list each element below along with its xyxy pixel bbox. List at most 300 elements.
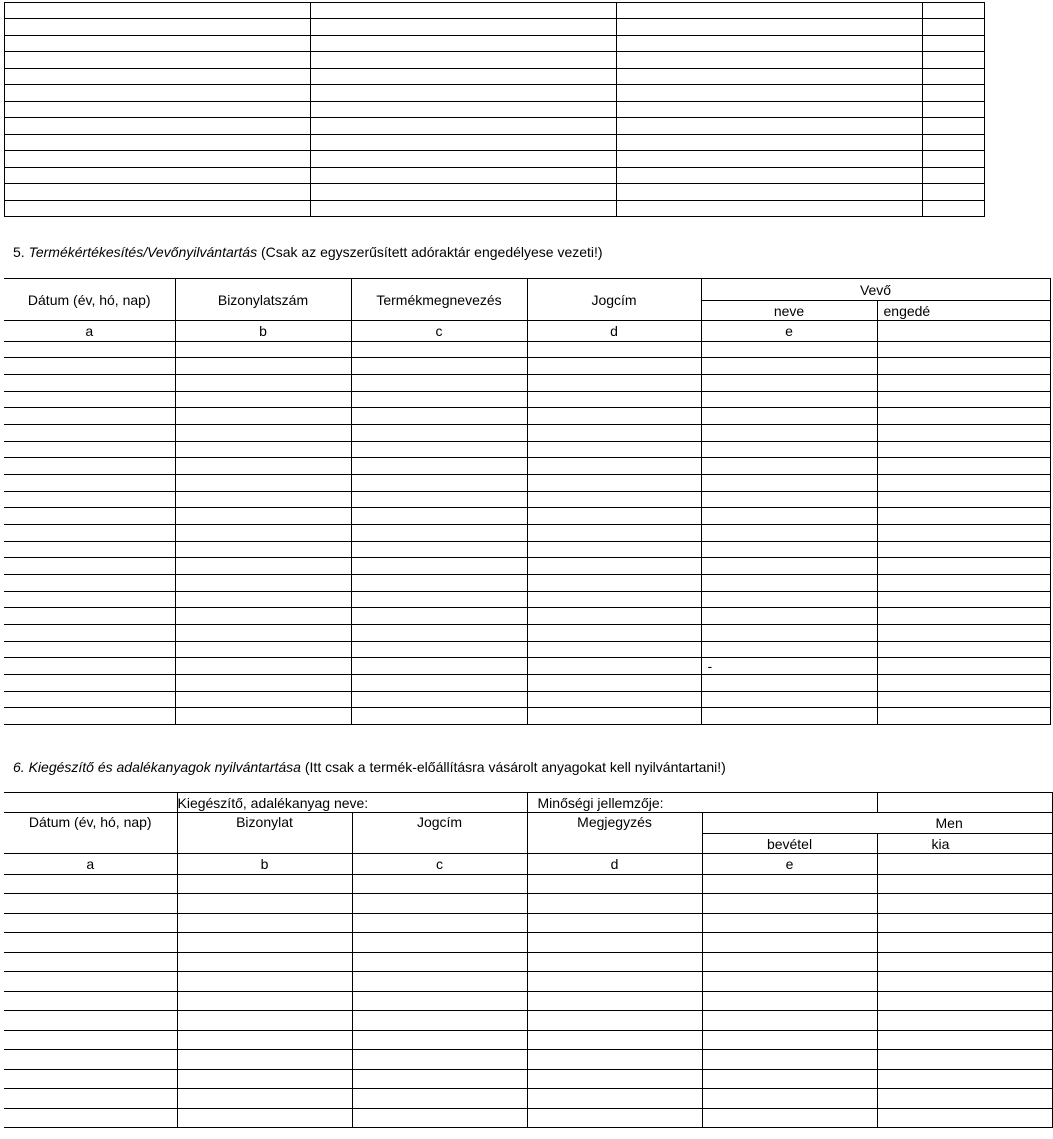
header-jogcim: Jogcím (527, 279, 701, 321)
table-row (4, 875, 1052, 894)
table-cell[interactable] (877, 875, 1052, 894)
table-row (5, 69, 985, 85)
table-cell[interactable] (351, 608, 527, 625)
table-cell[interactable] (175, 342, 351, 358)
table-cell[interactable] (527, 425, 701, 442)
table-cell[interactable] (527, 1089, 702, 1109)
section-6-title-italic: Kiegészítő és adalékanyagok nyilvántartása (28, 759, 301, 775)
table-cell[interactable] (877, 1089, 1052, 1109)
table-cell[interactable] (177, 933, 352, 953)
table-cell[interactable] (175, 625, 351, 642)
table-cell[interactable] (351, 642, 527, 658)
table-cell[interactable] (877, 625, 1050, 642)
table-cell[interactable] (877, 525, 1050, 542)
table-cell[interactable] (877, 1109, 1052, 1128)
table-cell[interactable] (701, 408, 877, 425)
table-cell[interactable] (311, 36, 617, 52)
table-cell[interactable] (4, 592, 175, 608)
table-cell[interactable] (4, 914, 177, 933)
table-cell[interactable] (352, 1011, 527, 1031)
table-cell[interactable] (4, 608, 175, 625)
table-cell[interactable] (177, 972, 352, 992)
table-row (4, 492, 1050, 508)
table-cell[interactable] (4, 1031, 177, 1050)
table-cell[interactable] (527, 1070, 702, 1089)
table-cell[interactable] (175, 658, 351, 675)
table-cell[interactable] (527, 1109, 702, 1128)
table-cell[interactable] (351, 458, 527, 475)
table-cell[interactable] (4, 625, 175, 642)
table-cell[interactable] (5, 118, 311, 135)
table-cell[interactable] (527, 1031, 702, 1050)
table-cell[interactable] (5, 36, 311, 52)
table-cell[interactable] (4, 642, 175, 658)
table-cell[interactable] (175, 692, 351, 708)
table-cell[interactable] (311, 85, 617, 102)
table-cell[interactable] (877, 1050, 1052, 1070)
table-cell[interactable] (617, 19, 923, 36)
table-cell[interactable] (701, 575, 877, 592)
table-cell[interactable] (311, 69, 617, 85)
table-cell[interactable] (527, 642, 701, 658)
table-cell[interactable] (877, 358, 1050, 375)
table-cell[interactable] (701, 492, 877, 508)
table-cell[interactable] (527, 894, 702, 914)
table-cell[interactable] (311, 201, 617, 217)
table-cell[interactable] (527, 1011, 702, 1031)
table-cell[interactable] (352, 933, 527, 953)
table-cell[interactable] (175, 375, 351, 392)
table-cell[interactable] (4, 492, 175, 508)
table-cell[interactable] (311, 118, 617, 135)
table-cell[interactable] (351, 442, 527, 458)
table-row (4, 1070, 1052, 1089)
table-cell[interactable] (527, 875, 702, 894)
table-cell[interactable] (701, 625, 877, 642)
table-cell[interactable] (4, 442, 175, 458)
table-cell[interactable] (877, 658, 1050, 675)
table-cell[interactable] (175, 458, 351, 475)
table-cell[interactable] (352, 914, 527, 933)
table-cell[interactable] (4, 1050, 177, 1070)
table-cell[interactable] (527, 458, 701, 475)
table-cell[interactable] (877, 972, 1052, 992)
header-megjegyzes: Megjegyzés (527, 813, 702, 854)
table-cell[interactable] (877, 575, 1050, 592)
table-cell[interactable] (4, 992, 177, 1011)
table-cell[interactable] (4, 425, 175, 442)
table-cell[interactable] (177, 875, 352, 894)
vevo-nyilvantartas-table (4, 278, 1051, 725)
header-vevo-neve: neve (701, 301, 877, 321)
table-cell[interactable] (351, 575, 527, 592)
table-cell[interactable] (175, 558, 351, 575)
table-cell[interactable] (617, 151, 923, 168)
table-cell[interactable] (5, 102, 311, 118)
table-row (4, 1109, 1052, 1128)
table-cell[interactable] (527, 992, 702, 1011)
table-cell[interactable] (4, 1011, 177, 1031)
table-cell[interactable] (617, 135, 923, 151)
table-cell[interactable] (877, 914, 1052, 933)
table-cell[interactable] (352, 875, 527, 894)
table-cell[interactable] (877, 692, 1050, 708)
table-cell[interactable] (923, 102, 985, 118)
table-cell[interactable] (877, 392, 1050, 408)
table-cell[interactable] (527, 675, 701, 692)
table-cell[interactable] (4, 1070, 177, 1089)
table-cell[interactable] (175, 358, 351, 375)
table-row (4, 1031, 1052, 1050)
table-cell[interactable] (4, 953, 177, 972)
table-cell[interactable] (923, 69, 985, 85)
table-cell[interactable] (4, 972, 177, 992)
table-cell[interactable] (175, 392, 351, 408)
letter6-c: c (352, 854, 527, 875)
table-cell[interactable] (175, 508, 351, 525)
table-cell[interactable] (527, 575, 701, 592)
table-cell[interactable] (617, 85, 923, 102)
table-cell[interactable] (4, 408, 175, 425)
table-cell[interactable] (617, 184, 923, 201)
table-cell[interactable] (923, 168, 985, 184)
table-cell[interactable] (352, 1031, 527, 1050)
table-cell[interactable] (877, 542, 1050, 558)
table-cell[interactable] (175, 475, 351, 492)
table-cell[interactable] (617, 36, 923, 52)
table-cell[interactable] (701, 692, 877, 708)
table-cell[interactable] (701, 425, 877, 442)
table-cell[interactable] (311, 19, 617, 36)
table-cell[interactable] (702, 953, 877, 972)
table-cell[interactable] (177, 1050, 352, 1070)
section-5-title (13, 244, 603, 260)
table-cell[interactable] (527, 525, 701, 542)
letter6-b: b (177, 854, 352, 875)
section-6-title (13, 759, 726, 775)
table-row (4, 608, 1050, 625)
table-cell[interactable] (527, 358, 701, 375)
table-cell[interactable] (4, 358, 175, 375)
table-row (4, 442, 1050, 458)
table-cell[interactable] (877, 708, 1050, 725)
table-cell[interactable] (701, 592, 877, 608)
table-cell[interactable] (701, 475, 877, 492)
table-cell[interactable] (877, 442, 1050, 458)
section-6-title-rest: (Itt csak a termék-előállításra vásárolt anyagokat kell nyilvántartani!) (300, 759, 726, 775)
table-cell[interactable] (5, 201, 311, 217)
table-cell[interactable] (702, 1050, 877, 1070)
table-cell[interactable] (701, 642, 877, 658)
table-row (4, 408, 1050, 425)
table-cell[interactable] (4, 542, 175, 558)
table-cell[interactable] (923, 151, 985, 168)
table-cell[interactable] (702, 894, 877, 914)
table-cell[interactable] (351, 675, 527, 692)
table-cell[interactable] (351, 492, 527, 508)
table-cell[interactable] (617, 69, 923, 85)
table-cell[interactable] (701, 525, 877, 542)
table-cell[interactable] (4, 375, 175, 392)
table-cell[interactable] (4, 658, 175, 675)
table-cell[interactable] (4, 894, 177, 914)
table-row (5, 52, 985, 69)
table-cell[interactable] (351, 508, 527, 525)
table-cell[interactable] (351, 475, 527, 492)
table-cell[interactable] (923, 201, 985, 217)
table-cell[interactable] (351, 425, 527, 442)
table-cell[interactable] (175, 442, 351, 458)
table-cell[interactable] (5, 69, 311, 85)
table-cell[interactable] (877, 1031, 1052, 1050)
table-cell[interactable] (5, 19, 311, 36)
table-cell[interactable] (351, 692, 527, 708)
table-cell[interactable] (701, 442, 877, 458)
table-cell[interactable] (877, 408, 1050, 425)
table-cell[interactable] (5, 168, 311, 184)
table-cell[interactable] (352, 1050, 527, 1070)
table-cell[interactable] (877, 953, 1052, 972)
table-cell[interactable] (311, 168, 617, 184)
table-cell[interactable] (351, 558, 527, 575)
table-cell[interactable] (177, 1070, 352, 1089)
table-cell[interactable] (351, 392, 527, 408)
table-cell[interactable] (877, 458, 1050, 475)
table-cell[interactable] (177, 1109, 352, 1128)
top-continuation-table (4, 2, 985, 217)
table-cell[interactable] (701, 675, 877, 692)
table-cell[interactable] (4, 508, 175, 525)
table-row (4, 508, 1050, 525)
table-cell[interactable] (877, 992, 1052, 1011)
table-cell[interactable] (702, 1089, 877, 1109)
table-row (5, 102, 985, 118)
table-cell[interactable] (527, 492, 701, 508)
table-cell[interactable] (177, 1011, 352, 1031)
table-cell[interactable] (4, 575, 175, 592)
table-cell[interactable] (702, 972, 877, 992)
table-cell[interactable] (4, 875, 177, 894)
table-cell[interactable] (527, 442, 701, 458)
table-cell[interactable] (701, 342, 877, 358)
table-cell[interactable] (177, 1031, 352, 1050)
table-cell[interactable] (351, 542, 527, 558)
table-cell[interactable] (352, 894, 527, 914)
table-cell[interactable] (4, 708, 175, 725)
table-cell[interactable] (923, 36, 985, 52)
table-cell[interactable] (4, 392, 175, 408)
table-cell[interactable] (701, 542, 877, 558)
table-cell[interactable] (701, 608, 877, 625)
table-cell[interactable] (175, 608, 351, 625)
table-cell[interactable] (352, 1089, 527, 1109)
table-cell[interactable] (175, 425, 351, 442)
table-cell[interactable] (4, 558, 175, 575)
table-cell[interactable] (702, 1011, 877, 1031)
table-cell[interactable] (175, 642, 351, 658)
table-cell[interactable] (923, 19, 985, 36)
table-cell[interactable] (351, 358, 527, 375)
table-cell[interactable] (527, 972, 702, 992)
table-cell[interactable] (175, 408, 351, 425)
table-cell[interactable] (527, 475, 701, 492)
table-cell[interactable] (175, 675, 351, 692)
table-cell[interactable] (4, 475, 175, 492)
table-cell[interactable] (175, 542, 351, 558)
table-cell[interactable] (352, 972, 527, 992)
table-cell[interactable] (702, 1070, 877, 1089)
table-cell[interactable] (4, 1109, 177, 1128)
table-cell[interactable] (4, 342, 175, 358)
table-cell[interactable] (877, 425, 1050, 442)
table-cell[interactable] (527, 1050, 702, 1070)
table-cell[interactable] (527, 953, 702, 972)
table-cell[interactable] (352, 953, 527, 972)
table-cell[interactable] (702, 1031, 877, 1050)
table-cell[interactable] (617, 52, 923, 69)
table-cell[interactable] (5, 151, 311, 168)
table-cell[interactable] (527, 542, 701, 558)
table-cell[interactable] (351, 525, 527, 542)
table-cell[interactable] (527, 692, 701, 708)
table-cell[interactable] (177, 914, 352, 933)
table-cell[interactable] (311, 135, 617, 151)
table-cell[interactable] (351, 592, 527, 608)
table-cell[interactable] (4, 458, 175, 475)
table-cell[interactable] (702, 875, 877, 894)
table-cell[interactable] (527, 592, 701, 608)
table-cell[interactable] (175, 708, 351, 725)
table-cell[interactable] (4, 1089, 177, 1109)
table-cell[interactable] (527, 392, 701, 408)
table-cell[interactable] (701, 358, 877, 375)
table-cell[interactable] (175, 592, 351, 608)
table-cell[interactable] (877, 642, 1050, 658)
table-cell[interactable] (923, 184, 985, 201)
table-cell[interactable] (527, 375, 701, 392)
table-cell[interactable] (527, 625, 701, 642)
table-cell[interactable] (877, 558, 1050, 575)
table-cell[interactable] (527, 508, 701, 525)
table-cell[interactable] (877, 608, 1050, 625)
table-cell[interactable] (702, 992, 877, 1011)
table-cell[interactable] (877, 342, 1050, 358)
dash-cell[interactable]: - (701, 658, 877, 675)
table-cell[interactable] (311, 3, 617, 19)
table-cell[interactable] (527, 408, 701, 425)
table-cell[interactable] (4, 525, 175, 542)
table-cell[interactable] (4, 933, 177, 953)
table-cell[interactable] (177, 992, 352, 1011)
table-cell[interactable] (311, 102, 617, 118)
table-cell[interactable] (177, 1089, 352, 1109)
header-minosegi: Minőségi jellemzője: (527, 793, 877, 813)
table-cell[interactable] (617, 102, 923, 118)
table-cell[interactable] (5, 3, 311, 19)
table-cell[interactable] (351, 708, 527, 725)
table-cell[interactable] (701, 392, 877, 408)
table-cell[interactable] (701, 375, 877, 392)
table-cell[interactable] (701, 508, 877, 525)
table-row (5, 3, 985, 19)
table-cell[interactable] (175, 525, 351, 542)
table-cell[interactable] (175, 492, 351, 508)
table-cell[interactable] (877, 508, 1050, 525)
table-cell[interactable] (352, 992, 527, 1011)
table-cell[interactable] (527, 558, 701, 575)
table-cell[interactable] (877, 592, 1050, 608)
table-cell[interactable] (175, 575, 351, 592)
table-cell[interactable] (877, 1011, 1052, 1031)
table-cell[interactable] (877, 894, 1052, 914)
letter-empty (877, 321, 1050, 342)
letter-a: a (4, 321, 175, 342)
table-cell[interactable] (311, 184, 617, 201)
table-cell[interactable] (352, 1070, 527, 1089)
table-cell[interactable] (702, 914, 877, 933)
table-cell[interactable] (5, 52, 311, 69)
table-cell[interactable] (877, 375, 1050, 392)
table-cell[interactable] (617, 118, 923, 135)
table-cell[interactable] (177, 953, 352, 972)
table-cell[interactable] (352, 1109, 527, 1128)
table-cell[interactable] (351, 375, 527, 392)
table-cell[interactable] (527, 933, 702, 953)
table-cell[interactable] (702, 933, 877, 953)
table-row (4, 592, 1050, 608)
table-cell[interactable] (351, 342, 527, 358)
table-cell[interactable] (311, 151, 617, 168)
table-cell[interactable] (4, 675, 175, 692)
header-bizonylatszam: Bizonylatszám (175, 279, 351, 321)
table-cell[interactable] (311, 52, 617, 69)
table-cell[interactable] (527, 342, 701, 358)
table-cell[interactable] (177, 894, 352, 914)
table-cell[interactable] (5, 135, 311, 151)
table-cell[interactable] (923, 118, 985, 135)
table-cell[interactable] (923, 135, 985, 151)
table-cell[interactable] (877, 475, 1050, 492)
table-cell[interactable] (617, 168, 923, 184)
table-cell[interactable] (923, 85, 985, 102)
table-cell[interactable] (877, 675, 1050, 692)
table-cell[interactable] (527, 658, 701, 675)
table-cell[interactable] (5, 184, 311, 201)
table-row (4, 1050, 1052, 1070)
table-cell[interactable] (701, 458, 877, 475)
table-cell[interactable] (351, 658, 527, 675)
table-cell[interactable] (877, 1070, 1052, 1089)
table-row (4, 1011, 1052, 1031)
table-cell[interactable] (351, 625, 527, 642)
table-cell[interactable] (877, 492, 1050, 508)
table-cell[interactable] (701, 558, 877, 575)
letter6-a: a (4, 854, 177, 875)
table-cell[interactable] (617, 3, 923, 19)
table-cell[interactable] (5, 85, 311, 102)
table-cell[interactable] (877, 933, 1052, 953)
table-cell[interactable] (617, 201, 923, 217)
table-cell[interactable] (351, 408, 527, 425)
table-cell[interactable] (527, 914, 702, 933)
table-cell[interactable] (702, 1109, 877, 1128)
table-cell[interactable] (923, 52, 985, 69)
table-cell[interactable] (527, 608, 701, 625)
table-cell[interactable] (527, 708, 701, 725)
table-cell[interactable] (4, 692, 175, 708)
table-cell[interactable] (701, 708, 877, 725)
table-cell[interactable] (923, 3, 985, 19)
